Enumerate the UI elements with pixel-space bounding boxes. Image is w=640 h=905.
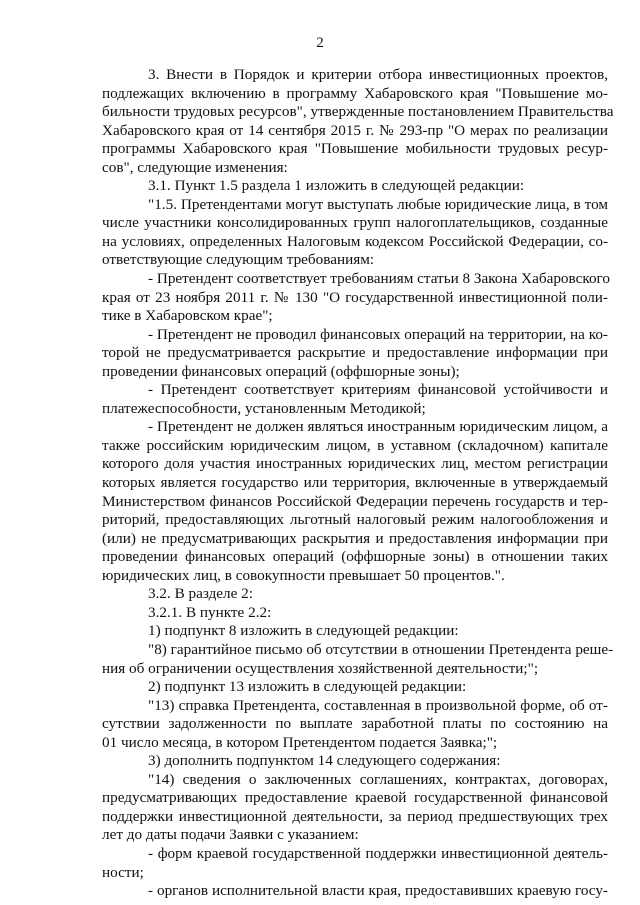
text-line: платежеспособности, установленным Методикой;: [102, 399, 426, 417]
text-line: - Претендент не проводил финансовых операций на территории, на ко-: [148, 325, 608, 343]
text-line: 3.2. В разделе 2:: [148, 585, 253, 603]
text-line: 3.2.1. В пункте 2.2:: [148, 603, 272, 621]
text-line: ния об ограничении осуществления хозяйственной деятельности;";: [102, 659, 539, 677]
text-line: края от 23 ноября 2011 г. № 130 "О государственной инвестиционной поли-: [102, 288, 608, 306]
text-line: программы Хабаровского края "Повышение мобильности трудовых ресур-: [102, 140, 608, 158]
text-line: 2) подпункт 13 изложить в следующей редакции:: [148, 678, 467, 696]
text-line: проведении финансовых операций (оффшорные зоны);: [102, 362, 460, 380]
text-line: которых является государство или территория, включенные в утверждаемый: [102, 474, 608, 492]
body-text: [102, 66, 614, 901]
text-line: Министерством финансов Российской Федерации перечень государств и тер-: [102, 492, 608, 510]
text-line: риторий, предоставляющих льготный налоговый режим налогообложения и: [102, 511, 608, 529]
page-number: 2: [316, 35, 324, 51]
text-line: сутствии задолженности по выплате заработной платы по состоянию на: [102, 715, 608, 733]
text-line: - форм краевой государственной поддержки инвестиционной деятель-: [148, 844, 608, 862]
text-line: ности;: [102, 863, 144, 881]
text-line: - Претендент не должен являться иностранным юридическим лицом, а: [148, 418, 608, 436]
text-line: 1) подпункт 8 изложить в следующей редакции:: [148, 622, 459, 640]
text-line: на условиях, определенных Налоговым кодексом Российской Федерации, со-: [102, 232, 608, 250]
text-line: лет до даты подачи Заявки с указанием:: [102, 826, 359, 844]
text-line: предусматривающих предоставление краевой государственной финансовой: [102, 789, 608, 807]
text-line: "8) гарантийное письмо об отсутствии в отношении Претендента реше-: [148, 640, 614, 658]
text-line: - Претендент соответствует критериям финансовой устойчивости и: [148, 381, 608, 399]
text-line: - Претендент соответствует требованиям статьи 8 Закона Хабаровского: [148, 270, 610, 288]
text-line: торой не предусматривается раскрытие и предоставление информации при: [102, 344, 608, 362]
text-line: 3.1. Пункт 1.5 раздела 1 изложить в следующей редакции:: [148, 177, 525, 195]
text-line: поддержки инвестиционной деятельности, за период предшествующих трех: [102, 807, 608, 825]
text-line: юридических лиц, в совокупности превышает 50 процентов.".: [102, 566, 505, 584]
text-line: "1.5. Претендентами могут выступать любые юридические лица, в том: [148, 195, 608, 213]
text-line: сов", следующие изменения:: [102, 158, 288, 176]
text-line: бильности трудовых ресурсов", утвержденные постановлением Правительства: [102, 103, 614, 121]
text-line: 3. Внести в Порядок и критерии отбора инвестиционных проектов,: [148, 66, 608, 83]
text-line: 3) дополнить подпунктом 14 следующего содержания:: [148, 752, 501, 770]
text-line: Хабаровского края от 14 сентября 2015 г. № 293-пр "О мерах по реализации: [102, 121, 608, 139]
text-line: тике в Хабаровском крае";: [102, 307, 273, 325]
text-line: (или) не предусматривающих раскрытия и предоставления информации при: [102, 529, 608, 547]
text-line: подлежащих включению в программу Хабаровского края "Повышение мо-: [102, 84, 608, 102]
text-line: "13) справка Претендента, составленная в произвольной форме, об от-: [148, 696, 608, 714]
text-line: ответствующие следующим требованиям:: [102, 251, 375, 269]
text-line: проведении финансовых операций (оффшорные зоны) в отношении таких: [102, 548, 608, 566]
text-line: "14) сведения о заключенных соглашениях, контрактах, договорах,: [148, 770, 608, 788]
text-line: числе участники консолидированных групп налогоплательщиков, созданные: [102, 214, 608, 232]
text-line: - органов исполнительной власти края, предоставивших краевую госу-: [148, 882, 608, 900]
text-line: которого доля участия иностранных юридических лиц, местом регистрации: [102, 455, 608, 473]
text-line: 01 число месяца, в котором Претендентом подается Заявка;";: [102, 733, 498, 751]
text-line: также российским юридическим лицом, в уставном (складочном) капитале: [102, 436, 608, 454]
